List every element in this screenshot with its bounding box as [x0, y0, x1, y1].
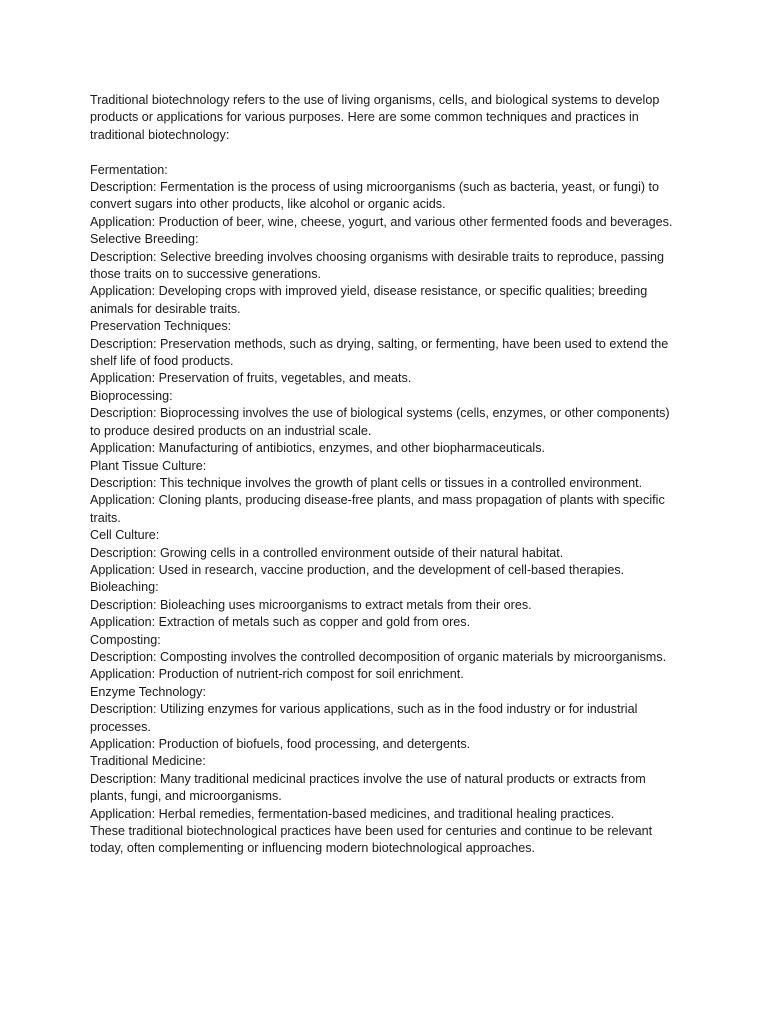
composting-application: Application: Production of nutrient-rich compost for soil enrichment. — [90, 667, 464, 682]
cell-culture-description: Description: Growing cells in a controlled environment outside of their natural habitat. — [90, 545, 564, 560]
bioleaching-application: Application: Extraction of metals such as copper and gold from ores. — [90, 615, 471, 630]
plant-tissue-culture-application: Application: Cloning plants, producing disease-free plants, and mass propagation of plants with specific traits. — [90, 493, 665, 525]
closing-paragraph: These traditional biotechnological practices have been used for centuries and continue to be relevant today, often complementing or influencing modern biotechnological approaches. — [90, 824, 653, 856]
selective-breeding-description: Description: Selective breeding involves choosing organisms with desirable traits to reproduce, passing those traits on to successive generations. — [90, 249, 665, 282]
document-body — [90, 92, 682, 858]
bioprocessing-application: Application: Manufacturing of antibiotics, enzymes, and other biopharmaceuticals. — [90, 441, 546, 456]
section-heading-bioprocessing: Bioprocessing: — [90, 388, 173, 403]
bioleaching-description: Description: Bioleaching uses microorganisms to extract metals from their ores. — [90, 597, 532, 612]
enzyme-technology-description: Description: Utilizing enzymes for various applications, such as in the food industry or for industrial processes. — [90, 702, 638, 734]
section-heading-fermentation: Fermentation: — [90, 162, 168, 177]
section-heading-traditional-medicine: Traditional Medicine: — [90, 754, 206, 769]
fermentation-application: Application: Production of beer, wine, cheese, yogurt, and various other fermented foods and beverages. — [90, 214, 673, 229]
plant-tissue-culture-description: Description: This technique involves the growth of plant cells or tissues in a controlled environment. — [90, 475, 643, 490]
composting-description: Description: Composting involves the controlled decomposition of organic materials by microorganisms. — [90, 649, 667, 664]
section-heading-preservation: Preservation Techniques: — [90, 319, 232, 334]
section-heading-plant-tissue-culture: Plant Tissue Culture: — [90, 458, 207, 473]
bioprocessing-description: Description: Bioprocessing involves the use of biological systems (cells, enzymes, or other components) to produce desired products on an industrial scale. — [90, 406, 670, 438]
fermentation-description: Description: Fermentation is the process of using microorganisms (such as bacteria, yeast, or fungi) to convert sugars into other products, like alcohol or organic acids. — [90, 180, 660, 212]
enzyme-technology-application: Application: Production of biofuels, food processing, and detergents. — [90, 737, 471, 752]
intro-paragraph: Traditional biotechnology refers to the use of living organisms, cells, and biological systems to develop products or applications for various purposes. Here are some common techniques and practices in traditional biotechnology: — [90, 93, 660, 142]
section-heading-cell-culture: Cell Culture: — [90, 528, 160, 543]
traditional-medicine-description: Description: Many traditional medicinal practices involve the use of natural products or extracts from plants, fungi, and microorganisms. — [90, 771, 646, 804]
preservation-application: Application: Preservation of fruits, vegetables, and meats. — [90, 371, 412, 386]
section-heading-enzyme-technology: Enzyme Technology: — [90, 684, 206, 699]
cell-culture-application: Application: Used in research, vaccine production, and the development of cell-based therapies. — [90, 562, 625, 577]
section-heading-bioleaching: Bioleaching: — [90, 580, 159, 595]
selective-breeding-application: Application: Developing crops with improved yield, disease resistance, or specific qualities; breeding animals for desirable traits. — [90, 284, 648, 316]
preservation-description: Description: Preservation methods, such as drying, salting, or fermenting, have been used to extend the shelf life of food products. — [90, 336, 669, 369]
section-heading-selective-breeding: Selective Breeding: — [90, 232, 199, 247]
traditional-medicine-application: Application: Herbal remedies, fermentation-based medicines, and traditional healing practices. — [90, 806, 615, 821]
section-heading-composting: Composting: — [90, 632, 161, 647]
